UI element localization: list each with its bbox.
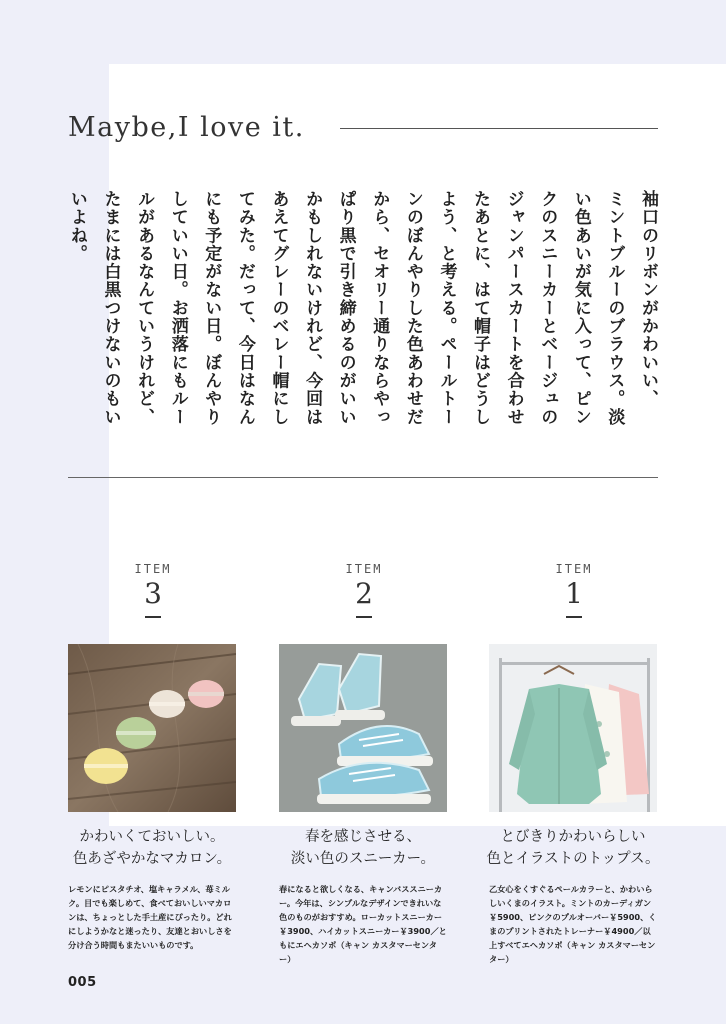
item-description-1: 乙女心をくすぐるペールカラーと、かわいらしいくまのイラスト。ミントのカーディガン￥5900、ピンクのプルオーバー￥5900、くまのプリントされたトレーナー￥4900／以上すべてエヘカソポ（キャン カスタマーセンター） (489, 884, 657, 964)
caption-line: とびきりかわいらしい (500, 829, 646, 845)
item-header-2 (279, 562, 449, 618)
item-number-underline (145, 616, 161, 618)
item-header-1 (489, 562, 659, 618)
caption-line: 色あざやかなマカロン。 (72, 851, 232, 867)
caption-line: 春を感じさせる、 (305, 829, 421, 845)
cardigans-photo (489, 644, 657, 812)
item-number-underline (356, 616, 372, 618)
item-description-3: レモンにピスタチオ、塩キャラメル、苺ミルク。目でも楽しめて、食べておいしいマカロンは、ちょっとした手土産にぴったり。どれにしようかなと迷ったり、友達とおいしさを分け合う時間もまたいいものです。 (68, 884, 232, 950)
item-number: 1 (565, 577, 583, 610)
page-number: 005 (68, 975, 97, 990)
headline: Maybe,I love it. (68, 112, 305, 143)
item-number: 2 (355, 577, 373, 610)
item-header-3 (68, 562, 238, 618)
caption-line: かわいくておいしい。 (79, 829, 225, 845)
item-description-2: 春になると欲しくなる、キャンバススニーカー。今年は、シンプルなデザインできれいな色のものがおすすめ。ローカットスニーカー￥3900、ハイカットスニーカー￥3900／ともにエヘカソポ（キャン カスタマーセンター） (279, 884, 447, 964)
headline-rule (340, 128, 658, 129)
item-number-underline (566, 616, 582, 618)
item-label: ITEM (555, 562, 593, 576)
item-caption-2 (274, 826, 452, 870)
item-caption-1 (484, 826, 662, 870)
item-caption-3 (63, 826, 241, 870)
section-divider (68, 477, 658, 478)
caption-line: 淡い色のスニーカー。 (290, 851, 436, 867)
caption-line: 色とイラストのトップス。 (486, 851, 660, 867)
item-label: ITEM (134, 562, 172, 576)
vertical-body-text: 袖口のリボンがかわいい、 ミントブルーのブラウス。淡 い色あいが気に入って、ピン クのスニーカーとベージュの ジャンパースカートを合わせ たあとに、はて帽子はどうし よう、と考える。ペールトー ンのぼんやりした色あわせだ から、セオリー通りならやっ ぱり黒で引き締めるのがいい かもしれないけれど、今回は あえてグレーのベレー帽にし てみた。だって、今日はなん にも予定がない日。ぼんやり していい日。お洒落にもルー ルがあるなんていうけれど、 たまには白黒つけないのもい いよね。 (66, 190, 658, 426)
item-label: ITEM (345, 562, 383, 576)
macarons-photo (68, 644, 236, 812)
item-number: 3 (144, 577, 162, 610)
sneakers-photo (279, 644, 447, 812)
